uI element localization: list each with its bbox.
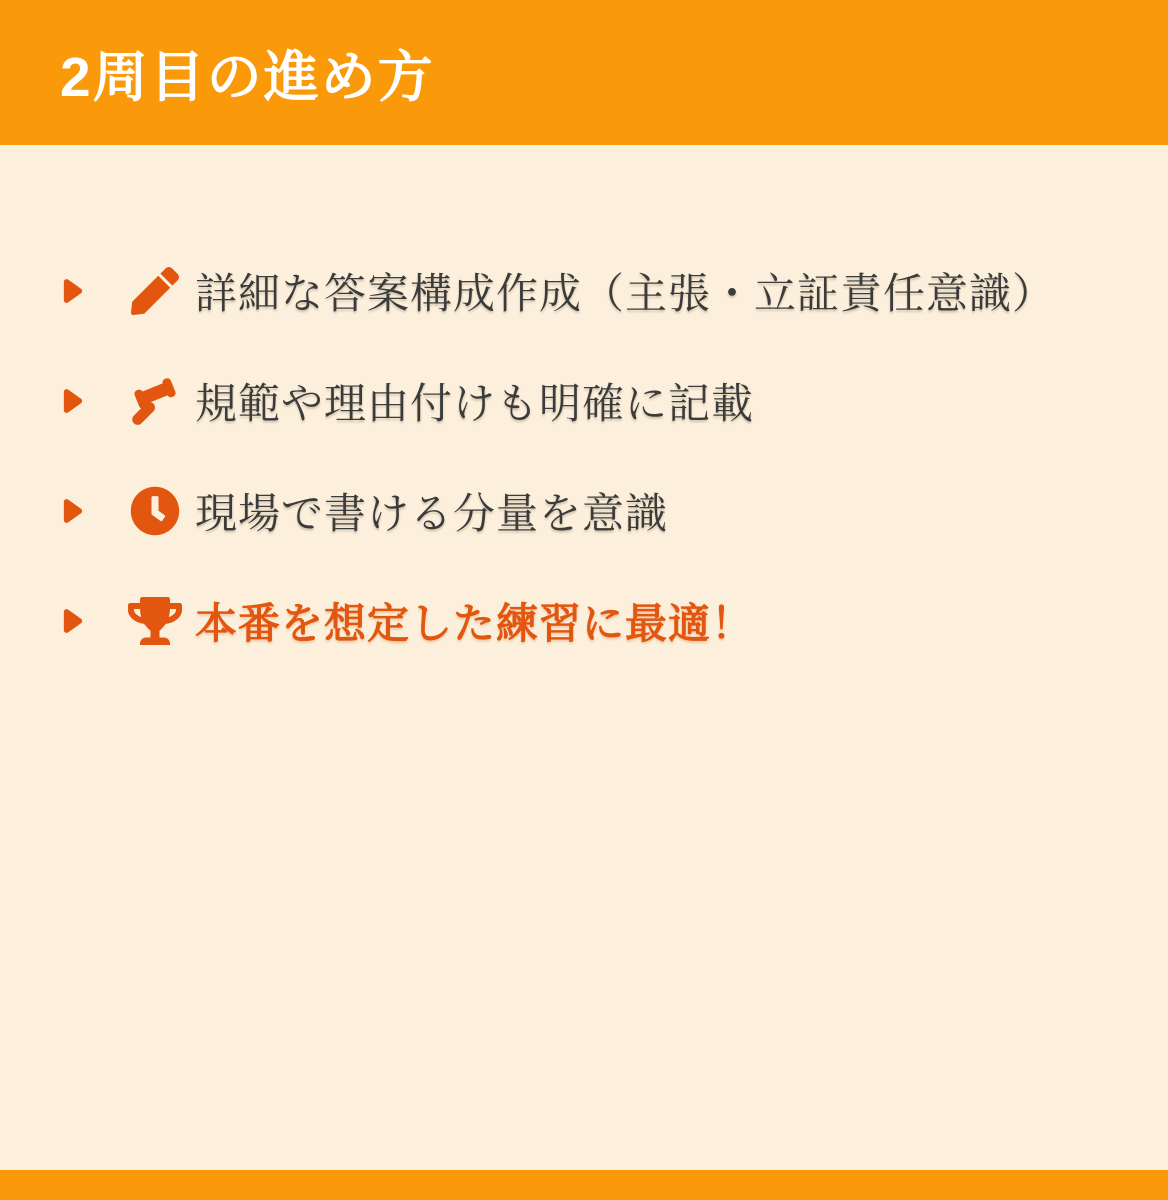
- header-bar: [0, 0, 1168, 145]
- page-title: 2周目の進め方: [60, 46, 435, 108]
- list-item-text: 規範や理由付けも明確に記載: [195, 380, 755, 427]
- content-area: [0, 145, 1168, 1170]
- triangle-bullet-icon: [62, 276, 84, 306]
- list-item: [62, 595, 1128, 647]
- triangle-bullet-icon: [62, 386, 84, 416]
- list-item-text: 本番を想定した練習に最適！: [195, 600, 755, 647]
- trophy-icon: [128, 594, 182, 648]
- clock-icon: [128, 484, 182, 538]
- gavel-icon: [128, 374, 182, 428]
- list-item: [62, 485, 1128, 537]
- list-item: [62, 265, 1128, 317]
- triangle-bullet-icon: [62, 496, 84, 526]
- footer-bar: [0, 1170, 1168, 1200]
- pencil-icon: [128, 264, 182, 318]
- bullet-list: [62, 265, 1128, 647]
- list-item-text: 現場で書ける分量を意識: [195, 490, 669, 537]
- triangle-bullet-icon: [62, 606, 84, 636]
- list-item-text: 詳細な答案構成作成（主張・立証責任意識）: [195, 270, 1056, 317]
- list-item: [62, 375, 1128, 427]
